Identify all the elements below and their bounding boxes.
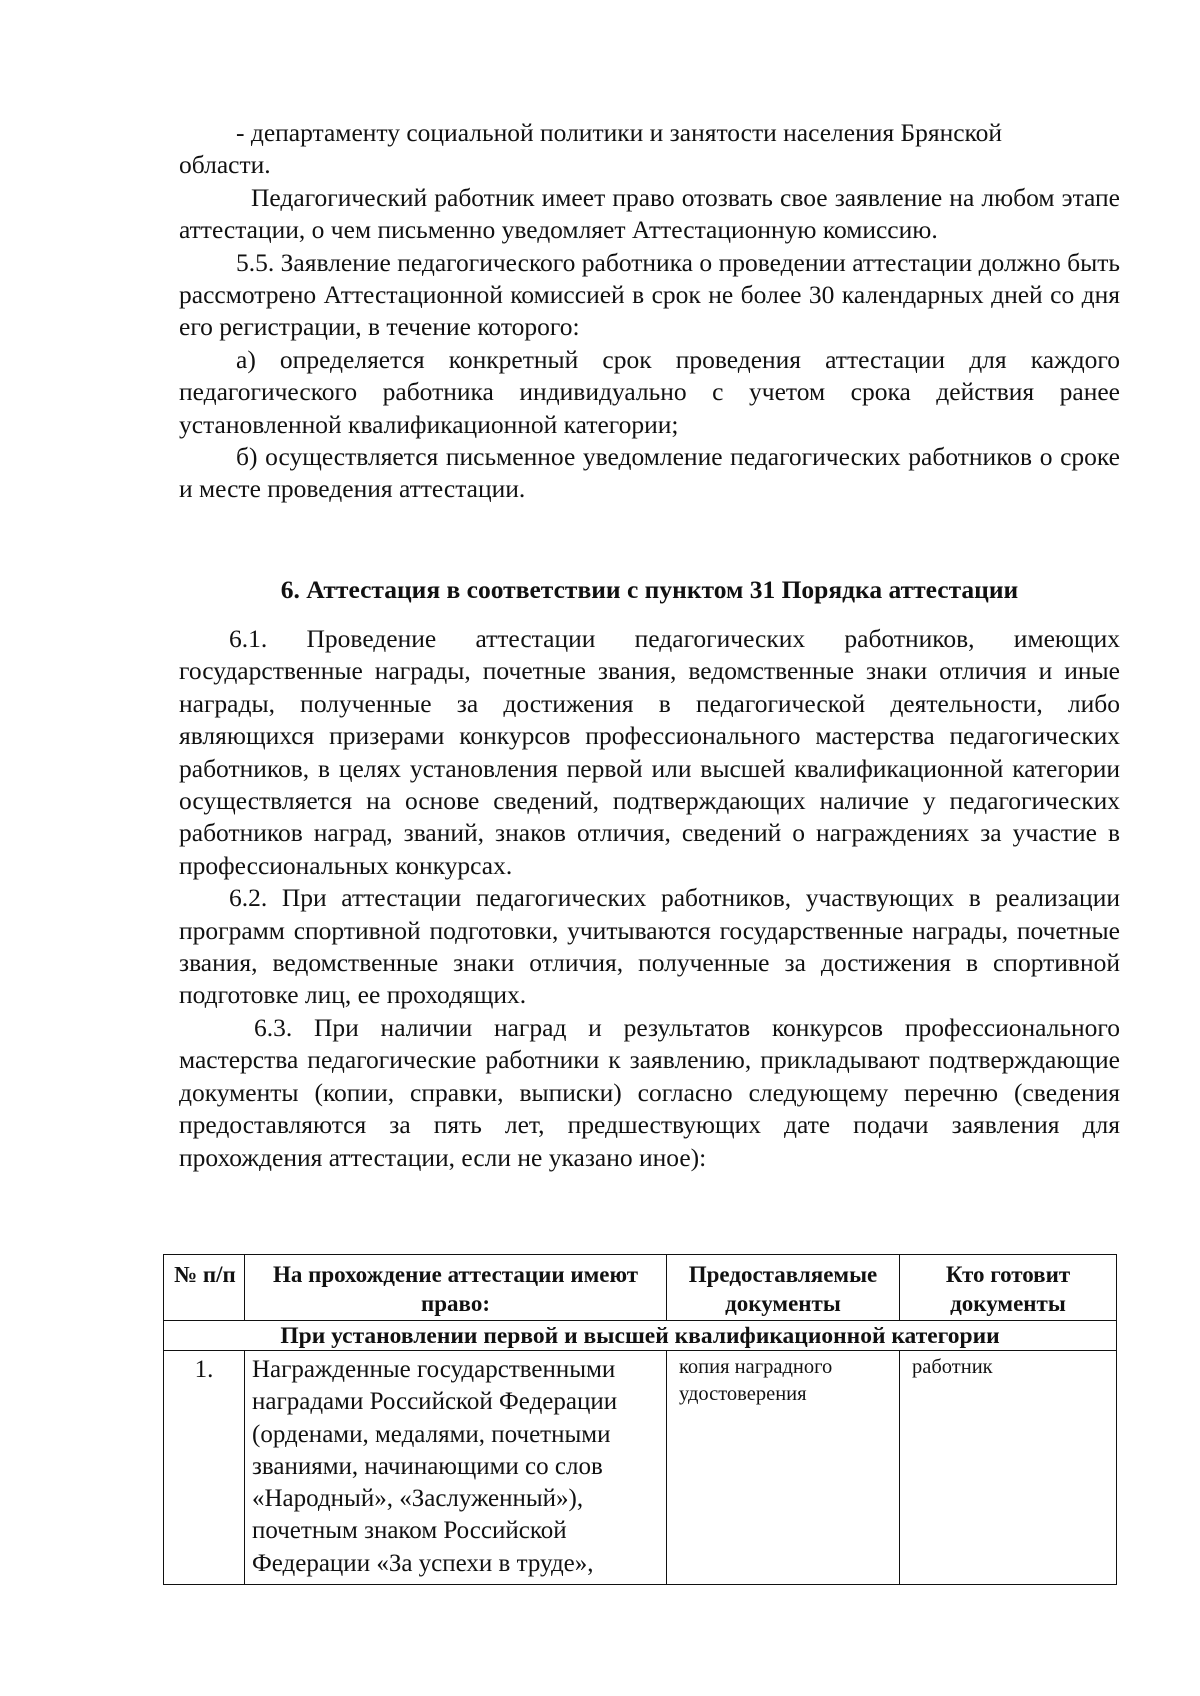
table-row	[164, 1351, 1117, 1585]
clause-6-1: 6.1. Проведение аттестации педагогических работников, имеющих государственные награды, почетные звания, ведомственные знаки отличия и иные награды, полученные за достижения в педагогической деятельности, либо являющихся призерами конкурсов профессионального мастерства педагогических работников, в целях установления первой или высшей квалификационной категории осуществляется на основе сведений, подтверждающих наличие у педагогических работников наград, званий, знаков отличия, сведений о награждениях за участие в профессиональных конкурсах.	[179, 624, 1120, 880]
row-prep: работник	[900, 1351, 1117, 1585]
row-num: 1.	[164, 1351, 245, 1585]
row-who: Награжденные государственными наградами Российской Федерации (орденами, медалями, почетными званиями, начинающими со слов «Народный», «Заслуженный»), почетным знаком Российской Федерации «За успехи в труде»,	[245, 1351, 667, 1585]
section-6-heading: 6. Аттестация в соответствии с пунктом 31 Порядка аттестации	[280, 575, 1019, 604]
table-header-row	[164, 1255, 1117, 1321]
clause-5-5: 5.5. Заявление педагогического работника о проведении аттестации должно быть рассмотрено Аттестационной комиссией в срок не более 30 календарных дней со дня его регистрации, в течение которого:	[179, 247, 1120, 342]
intro-paragraph-1	[179, 117, 1120, 182]
intro-text-block	[179, 117, 1120, 506]
intro-paragraph-1-continuation: области.	[179, 150, 271, 180]
section-row-label: При установлении первой и высшей квалификационной категории	[164, 1321, 1117, 1351]
section-6-text-block	[179, 623, 1120, 1174]
header-docs: Предоставляемые документы	[667, 1255, 900, 1321]
header-prep: Кто готовит документы	[900, 1255, 1117, 1321]
clause-6-2: 6.2. При аттестации педагогических работников, участвующих в реализации программ спортивной подготовки, учитываются государственные награды, почетные звания, ведомственные знаки отличия, полученные за достижения в спортивной подготовке лиц, ее проходящих.	[179, 883, 1120, 1010]
intro-paragraph-2: Педагогический работник имеет право отозвать свое заявление на любом этапе аттестации, о чем письменно уведомляет Аттестационную комиссию.	[179, 182, 1120, 245]
intro-paragraph-1-text: - департаменту социальной политики и занятости населения Брянской	[236, 118, 1003, 147]
clause-5-5-b: б) осуществляется письменное уведомление педагогических работников о сроке и месте проведения аттестации.	[179, 442, 1120, 504]
clause-5-5-a: а) определяется конкретный срок проведения аттестации для каждого педагогического работника индивидуально с учетом срока действия ранее установленной квалификационной категории;	[179, 344, 1120, 439]
row-docs: копия наградного удостоверения	[667, 1351, 900, 1585]
clause-6-3: 6.3. При наличии наград и результатов конкурсов профессионального мастерства педагогические работники к заявлению, прикладывают подтверждающие документы (копии, справки, выписки) согласно следующему перечню (сведения предоставляются за пять лет, предшествующих дате подачи заявления для прохождения аттестации, если не указано иное):	[179, 1012, 1120, 1172]
table-section-row	[164, 1321, 1117, 1351]
documents-table	[163, 1254, 1117, 1585]
header-who: На прохождение аттестации имеют право:	[245, 1255, 667, 1321]
header-num: № п/п	[164, 1255, 245, 1321]
